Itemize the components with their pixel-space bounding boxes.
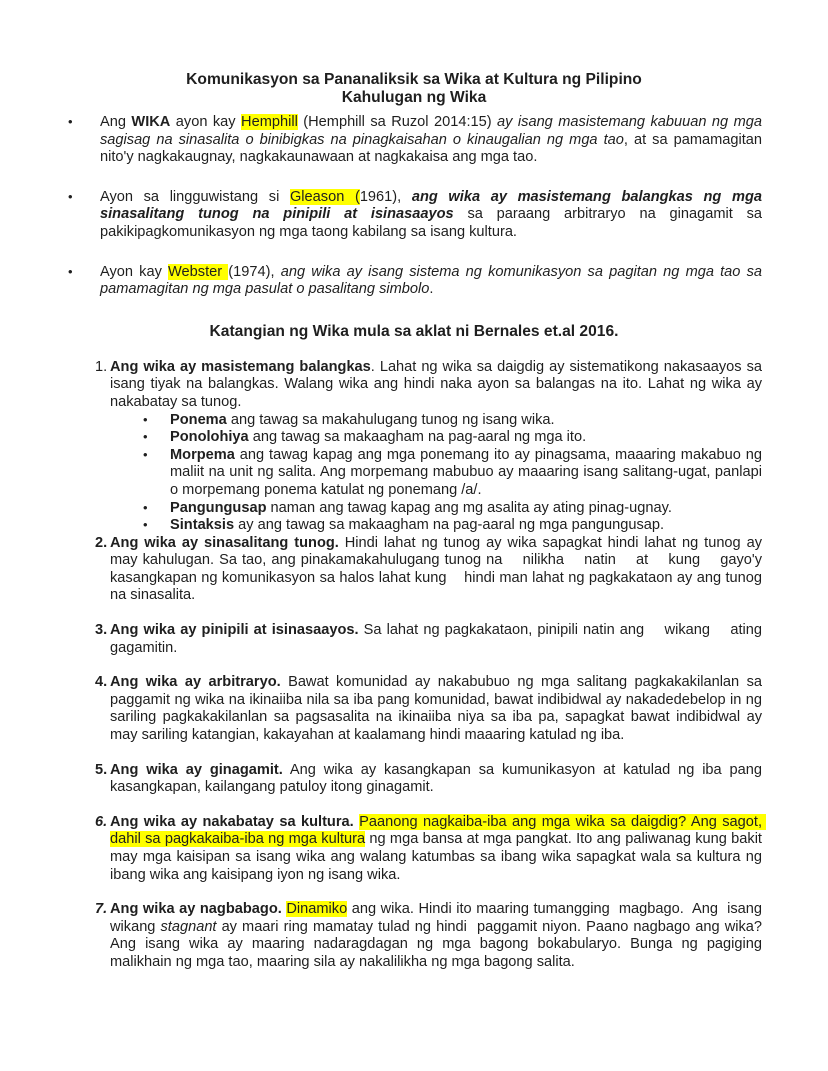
text-run: . — [429, 281, 434, 298]
item-number: 2. — [95, 534, 108, 551]
katangian-item-6 — [66, 813, 767, 884]
text-run: Ayon sa lingguwistang si — [100, 188, 290, 205]
item-number: 5. — [95, 761, 108, 778]
item-number: 1. — [95, 358, 108, 375]
text-run: ay isang masistemang kabuuan ng mga sagisag na sinasalita o binibigkas na pinagkaisahan o kinaugalian ng mga tao — [100, 114, 767, 148]
text-run: Ang wika ay sinasalitang tunog. — [110, 534, 339, 551]
text-run: Ang wika ay nagbabago. — [110, 901, 282, 918]
text-run: Ponema — [170, 411, 227, 428]
katangian-item-7 — [66, 901, 767, 971]
text-run: 1961), — [359, 188, 412, 205]
text-run: ay maari ring mamatay tulad ng hindi paggamit niyon. Paano nagbago ang wika? Ang isang wika ay maaring nadaragdagan ng mga bagong bokabularyo. Bunga ng pagiging malikhain ng mga tao, maaring sila ay nakalilikha ng mga bagong salita. — [110, 918, 767, 970]
item-number: 4. — [95, 674, 108, 691]
definition-bullet-list — [66, 114, 767, 299]
highlighted-text: Gleason ( — [289, 188, 360, 205]
text-run: Sintaksis — [170, 517, 235, 534]
text-run: WIKA — [131, 114, 171, 130]
text-run: ayon kay — [170, 114, 242, 130]
text-run: sa paraang arbitraryo na ginagamit sa pakikipagkomunikasyon ng mga taong kabilang sa isang kultura. — [100, 206, 767, 240]
text-run: Ang wika ay arbitraryo. — [110, 674, 281, 691]
text-run: Ang wika ay nakabatay sa kultura. — [110, 813, 354, 830]
section-heading: Katangian ng Wika mula sa aklat ni Bernales et.al 2016. — [209, 322, 619, 340]
katangian-list — [66, 358, 767, 972]
document-title-line1: Komunikasyon sa Pananaliksik sa Wika at Kultura ng Pilipino — [186, 71, 642, 88]
bullet-icon: • — [143, 499, 148, 515]
bullet-icon: • — [68, 188, 73, 204]
bullet-icon: • — [143, 446, 148, 462]
sub-bullet — [110, 446, 767, 500]
bullet-icon: • — [68, 263, 73, 279]
sub-bullet — [110, 429, 762, 447]
text-run: ang tawag kapag ang mga ponemang ito ay pinagsama, maaaring makabuo ng maliit na unit ng salita. Ang morpemang mabubuo ay maaaring isang salitang-ugat, panlapi o morpemang ponema katulat ng ponemang /a/. — [170, 446, 767, 498]
katangian-item-4 — [66, 674, 767, 744]
highlighted-text: Hemphill — [241, 114, 298, 130]
text-run: Ang wika ay masistemang balangkas — [110, 358, 371, 375]
definition-bullet-2 — [66, 188, 767, 242]
highlighted-text: Dinamiko — [286, 901, 348, 918]
text-run: stagnant — [160, 918, 217, 935]
highlighted-text: Webster — [168, 263, 229, 280]
bullet-icon: • — [143, 517, 148, 533]
text-run: ay ang tawag sa makaagham na pag-aaral ng mga pangungusap. — [234, 517, 665, 534]
sub-bullet — [110, 500, 762, 518]
text-run: Ang wika ay kasangkapan sa kumunikasyon at katulad ng iba pang kasangkapan, kailangang patuloy itong ginagamit. — [110, 761, 767, 796]
text-run: Ang — [100, 114, 132, 130]
item-text — [110, 622, 767, 657]
text-run: , at sa pamamagitan nito'y nagkakaugnay, nagkakaunawaan at nagkakaisa ang mga tao. — [100, 131, 767, 166]
text-run: Bawat komunidad ay nakabubuo ng mga salitang pagkakakilanlan sa paggamit ng wika na ikinaiiba nila sa iba pang komunidad, bawat indibidwal ay nakadedebelop in ng sariling pagkakakilanlan sa pagsasalita na ikinaiiba niya sa iba pa, sapagkat bawat indibidwal ay may sariling katangian, kakayahan at kaalamang hindi maaaring katulad ng iba. — [110, 674, 767, 744]
sub-bullet — [110, 517, 762, 535]
sub-bullet — [110, 412, 762, 430]
text-run: ang tawag sa makaagham na pag-aaral ng mga ito. — [248, 429, 587, 446]
text-run: Morpema — [170, 446, 235, 463]
text-run: . Lahat ng wika sa daigdig ay sistematikong nakasaayos sa isang tiyak na balangkas. Walang wika ang hindi naka ayon sa balangas na ito. Lahat ng wika ay nakabatay sa tunog. — [110, 358, 767, 410]
text-run: ng mga bansa at mga pangkat. Ito ang paliwanag kung bakit may mga kaisipan sa isang wika ang walang katumbas sa ibang wika sapagkat wala sa kultura ng ibang wika ang kaisipang iyon ng isang wika. — [110, 831, 767, 883]
bullet-icon: • — [143, 429, 148, 445]
text-run: naman ang tawag kapag ang mg asalita ay ating pinag-ugnay. — [266, 499, 672, 516]
item-text — [110, 813, 767, 884]
bullet-icon: • — [68, 114, 73, 129]
item-number: 7. — [95, 901, 108, 918]
text-run: ang wika. Hindi ito maaring tumangging magbago. Ang isang wikang — [110, 901, 767, 935]
text-run: ang wika ay masistemang balangkas ng mga sinasalitang tunog na pinipili at isinasaayos — [100, 188, 767, 223]
text-run: ang wika ay isang sistema ng komunikasyon sa pagitan ng mga tao sa pamamagitan ng mga pasulat o pasalitang simbolo — [100, 263, 767, 298]
sub-bullet-list — [110, 411, 767, 535]
katangian-item-5 — [66, 761, 767, 797]
definition-bullet-3 — [66, 263, 767, 299]
document-title-line2: Kahulugan ng Wika — [341, 89, 487, 106]
item-text — [110, 358, 767, 535]
item-text — [110, 674, 767, 744]
text-run: ang tawag sa makahulugang tunog ng isang wika. — [226, 411, 555, 428]
item-text — [110, 534, 767, 605]
text-run: Hindi lahat ng tunog ay wika sapagkat hindi lahat ng tunog ay may kahulugan. Sa tao, ang pinakamakahulugang tunog na nilikha natin at kung gayo'y kasangkapan ng komunikasyon sa halos lahat kung hindi man lahat ng pagkakataon ay ang tunog na sinasalita. — [110, 534, 767, 604]
item-number: 3. — [95, 622, 108, 639]
highlighted-text: Paanong nagkaiba-iba ang mga wika sa daigdig? Ang sagot, dahil sa pagkakaiba-iba ng mga kultura — [110, 813, 767, 848]
bullet-icon: • — [143, 411, 148, 427]
item-number: 6. — [95, 813, 108, 830]
text-run: Ponolohiya — [170, 429, 249, 446]
text-run: (1974), — [228, 263, 281, 280]
definition-bullet-1 — [66, 114, 767, 167]
text-run: Ayon kay — [100, 263, 169, 280]
katangian-item-2 — [66, 534, 767, 605]
katangian-item-3 — [66, 622, 767, 657]
text-run: Ang wika ay ginagamit. — [110, 761, 283, 778]
item-text — [110, 761, 767, 797]
item-text — [110, 901, 767, 971]
text-run: Ang wika ay pinipili at isinasaayos. — [110, 622, 359, 639]
text-run: Pangungusap — [170, 499, 267, 516]
katangian-item-1 — [66, 358, 767, 535]
text-run: Sa lahat ng pagkakataon, pinipili natin ang wikang ating gagamitin. — [110, 622, 767, 656]
text-run: (Hemphill sa Ruzol 2014:15) — [297, 114, 498, 130]
